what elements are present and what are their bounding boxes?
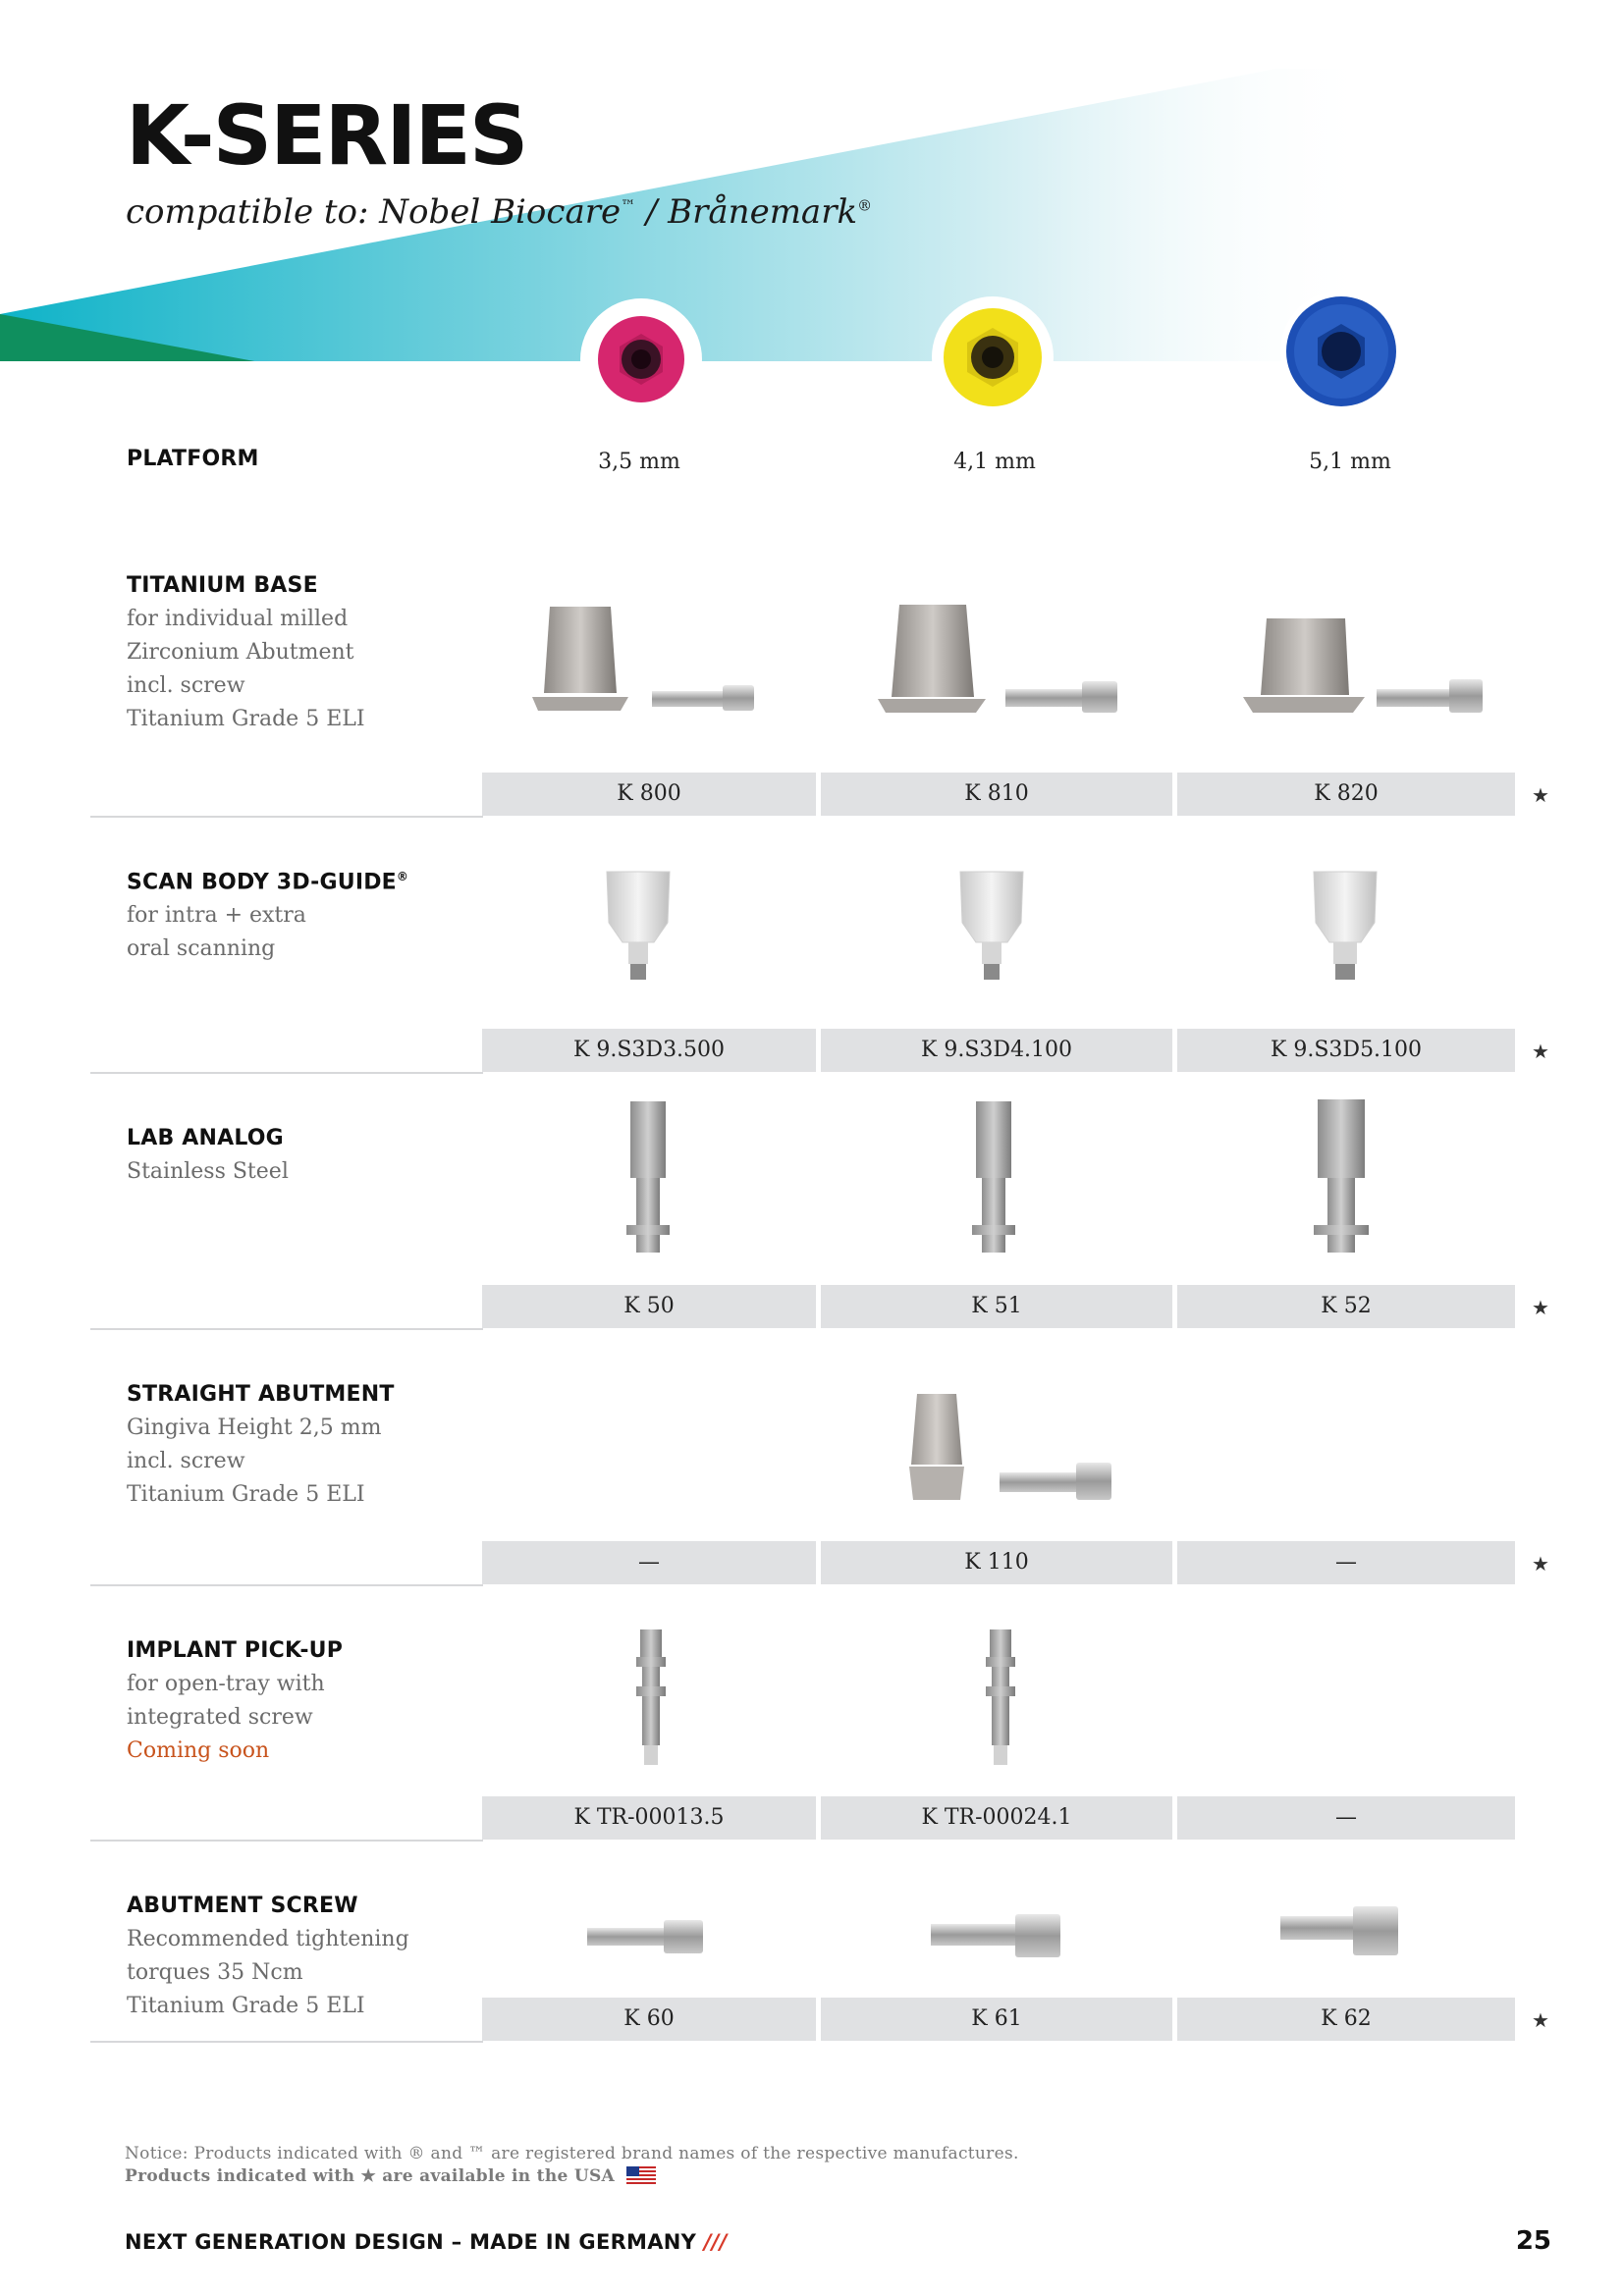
lab-analog-image xyxy=(1312,1095,1371,1258)
desc-line: integrated screw xyxy=(127,1705,313,1730)
desc-line: Recommended tightening xyxy=(127,1927,409,1951)
desc-line: torques 35 Ncm xyxy=(127,1960,303,1985)
code-cell: K 9.S3D3.500 xyxy=(482,1029,816,1072)
notice-text: are available in the USA xyxy=(376,2166,616,2186)
lab-analog-image xyxy=(970,1097,1017,1258)
scan-body-image xyxy=(954,870,1029,993)
platform-size-1: 3,5 mm xyxy=(598,450,680,474)
implant-pick-up-image xyxy=(634,1628,668,1767)
row-desc-scan-body xyxy=(127,899,451,966)
abutment-screw-image xyxy=(585,1914,707,1961)
code-cell: — xyxy=(482,1541,816,1584)
desc-line: for individual milled xyxy=(127,607,349,631)
abutment-screw-image xyxy=(929,1910,1066,1963)
subtitle-separator: / Brånemark xyxy=(635,192,858,232)
code-cell: K 51 xyxy=(821,1285,1172,1328)
row-desc-titanium-base xyxy=(127,603,451,736)
row-divider xyxy=(90,1072,483,1074)
scan-body-image xyxy=(1308,870,1382,993)
desc-line: incl. screw xyxy=(127,673,245,698)
us-flag-icon xyxy=(626,2166,656,2184)
code-cell: K 60 xyxy=(482,1998,816,2041)
platform-3-5-icon xyxy=(580,298,702,420)
code-cell: K 52 xyxy=(1177,1285,1515,1328)
code-cell: K 820 xyxy=(1177,773,1515,816)
titanium-base-image xyxy=(530,595,766,722)
page-title: K-SERIES xyxy=(126,87,527,184)
row-title-abutment-screw: ABUTMENT SCREW xyxy=(127,1894,358,1918)
usa-star-icon: ★ xyxy=(1532,783,1549,807)
code-cell: — xyxy=(1177,1796,1515,1840)
row-desc-straight-abutment xyxy=(127,1412,451,1512)
platform-label: PLATFORM xyxy=(127,447,259,471)
usa-star-icon: ★ xyxy=(1532,1040,1549,1063)
row-title-straight-abutment: STRAIGHT ABUTMENT xyxy=(127,1382,395,1407)
code-cell: — xyxy=(1177,1541,1515,1584)
titanium-base-image xyxy=(1239,609,1490,726)
subtitle-text: compatible to: Nobel Biocare xyxy=(126,192,622,232)
page-subtitle xyxy=(126,192,872,232)
row-title-text: SCAN BODY 3D-GUIDE xyxy=(127,870,397,895)
desc-line: for open-tray with xyxy=(127,1672,325,1696)
row-divider xyxy=(90,2041,483,2043)
row-divider xyxy=(90,816,483,818)
code-cell: K 110 xyxy=(821,1541,1172,1584)
desc-line: for intra + extra xyxy=(127,903,306,928)
row-desc-implant-pick-up xyxy=(127,1668,451,1768)
desc-line: Gingiva Height 2,5 mm xyxy=(127,1415,382,1440)
abutment-screw-image xyxy=(1278,1902,1404,1961)
code-cell: K 9.S3D4.100 xyxy=(821,1029,1172,1072)
brand-slashes-icon: /// xyxy=(703,2230,728,2254)
notice-usa-line xyxy=(125,2165,1019,2188)
implant-pick-up-image xyxy=(984,1628,1017,1767)
desc-line: incl. screw xyxy=(127,1449,245,1473)
notice-line: Notice: Products indicated with ® and ™ are registered brand names of the respective manufactures. xyxy=(125,2144,1019,2163)
row-title-scan-body xyxy=(127,870,408,894)
code-cell: K TR-00013.5 xyxy=(482,1796,816,1840)
row-title-lab-analog: LAB ANALOG xyxy=(127,1126,284,1150)
platform-size-3: 5,1 mm xyxy=(1309,450,1391,474)
code-cell: K 800 xyxy=(482,773,816,816)
code-cell: K 9.S3D5.100 xyxy=(1177,1029,1515,1072)
row-divider xyxy=(90,1328,483,1330)
row-divider xyxy=(90,1840,483,1842)
row-divider xyxy=(90,1584,483,1586)
code-cell: K 810 xyxy=(821,773,1172,816)
footer-tagline xyxy=(125,2230,728,2254)
row-title-reg: ® xyxy=(396,870,409,883)
desc-line: Titanium Grade 5 ELI xyxy=(127,1482,365,1507)
footer-text: NEXT GENERATION DESIGN – MADE IN GERMANY xyxy=(125,2230,697,2254)
usa-star-icon: ★ xyxy=(1532,1552,1549,1575)
code-cell: K TR-00024.1 xyxy=(821,1796,1172,1840)
titanium-base-image xyxy=(876,595,1127,722)
desc-line: Titanium Grade 5 ELI xyxy=(127,1994,365,2018)
scan-body-image xyxy=(601,870,676,993)
code-cell: K 61 xyxy=(821,1998,1172,2041)
platform-5-1-icon xyxy=(1280,291,1402,412)
usa-star-icon: ★ xyxy=(360,2166,376,2186)
usa-star-icon: ★ xyxy=(1532,2008,1549,2032)
row-title-titanium-base: TITANIUM BASE xyxy=(127,573,318,598)
page-number: 25 xyxy=(1515,2226,1551,2256)
subtitle-tm: ™ xyxy=(621,196,636,215)
row-title-implant-pick-up: IMPLANT PICK-UP xyxy=(127,1638,344,1663)
desc-line: Stainless Steel xyxy=(127,1159,289,1184)
notice xyxy=(125,2143,1019,2188)
code-cell: K 62 xyxy=(1177,1998,1515,2041)
platform-4-1-icon xyxy=(932,296,1054,418)
lab-analog-image xyxy=(624,1097,672,1258)
row-desc-lab-analog xyxy=(127,1155,451,1189)
coming-soon-label: Coming soon xyxy=(127,1738,270,1763)
usa-star-icon: ★ xyxy=(1532,1296,1549,1319)
row-desc-abutment-screw xyxy=(127,1923,451,2023)
straight-abutment-image xyxy=(903,1390,1119,1510)
desc-line: Zirconium Abutment xyxy=(127,640,354,665)
desc-line: oral scanning xyxy=(127,936,276,961)
notice-text: Products indicated with xyxy=(125,2166,361,2186)
code-cell: K 50 xyxy=(482,1285,816,1328)
subtitle-reg: ® xyxy=(857,196,873,215)
platform-size-2: 4,1 mm xyxy=(953,450,1036,474)
desc-line: Titanium Grade 5 ELI xyxy=(127,707,365,731)
